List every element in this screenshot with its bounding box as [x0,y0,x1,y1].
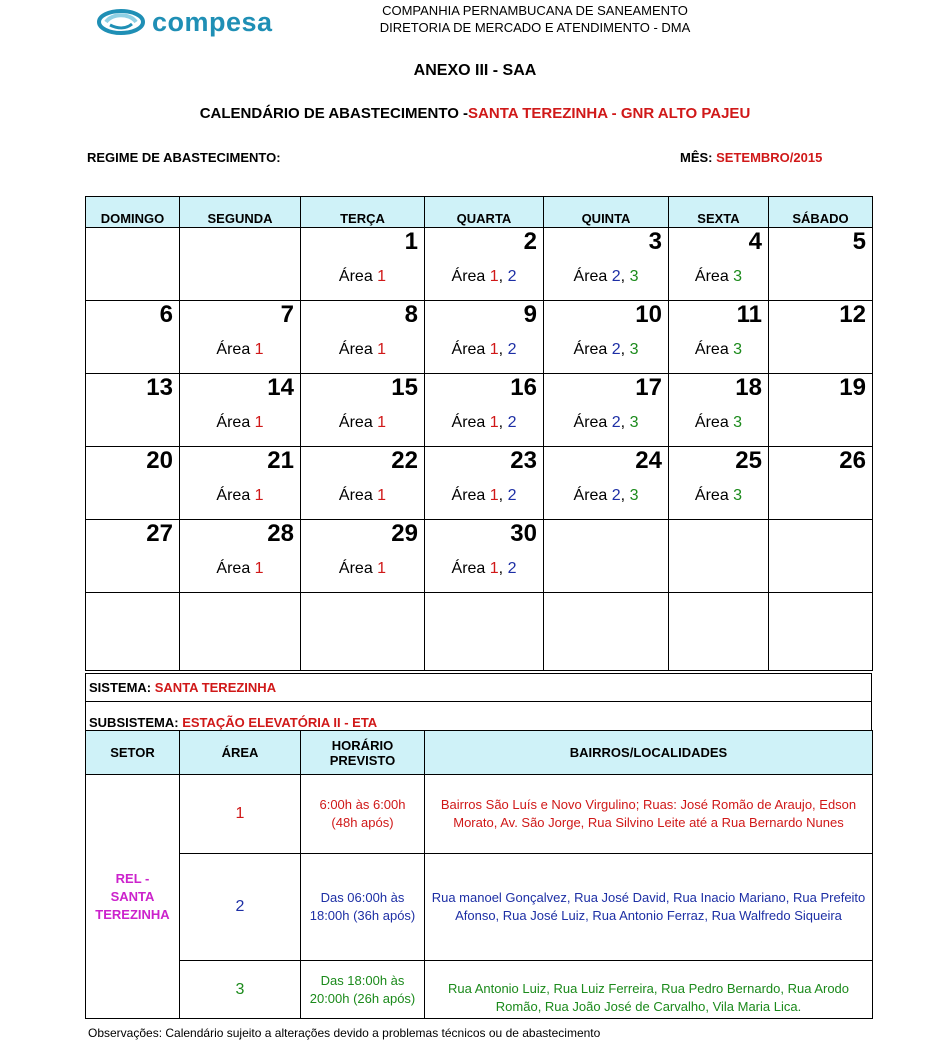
calendar-day-cell [86,520,180,593]
supply-area-label [669,487,768,505]
day-number: 11 [736,301,762,328]
supply-area-label [301,341,424,359]
calendar-day-cell [301,301,425,374]
calendar-day-cell [180,593,301,671]
day-number: 23 [510,447,537,474]
day-number: 3 [648,228,662,255]
system-info [85,673,872,731]
area-number: 1 [377,341,387,358]
area-word: Área [573,268,608,285]
calendar-week-row [86,374,873,447]
sector-neighborhoods: Bairros São Luís e Novo Virgulino; Ruas: José Romão de Araujo, Edson Morato, Av. São Jorge, Rua Silvino Leite até a Rua Bernardo Nunes [425,775,873,854]
sector-neighborhoods: Rua Antonio Luiz, Rua Luiz Ferreira, Rua Pedro Bernardo, Rua Arodo Romão, Rua João José de Carvalho, Vila Maria Lica. [425,961,873,1019]
area-number: 3 [733,268,743,285]
calendar-day-cell [301,593,425,671]
subsistema-row [86,702,872,731]
supply-area-label [425,414,543,432]
compesa-logo [96,4,273,40]
day-number: 12 [839,301,866,328]
day-number: 17 [635,374,662,401]
day-number: 28 [267,520,294,547]
setor-line-1: REL - [115,870,150,886]
setor-line-2: SANTA [110,888,155,904]
calendar-day-cell [669,593,769,671]
area-separator: , [498,560,508,577]
calendar-day-cell [769,593,873,671]
calendar-day-cell [544,301,669,374]
setor-line-3: TEREZINHA [95,906,170,922]
area-number: 1 [254,487,264,504]
area-word: Área [338,487,373,504]
calendar-day-cell [769,228,873,301]
area-word: Área [573,487,608,504]
day-number: 7 [280,301,294,328]
calendar-day-cell [301,520,425,593]
sistema-value: SANTA TEREZINHA [154,680,277,695]
calendar-day-cell [425,228,544,301]
calendar-day-cell [669,520,769,593]
day-number: 29 [391,520,418,547]
area-word: Área [451,560,486,577]
month-value: SETEMBRO/2015 [716,150,823,165]
calendar-day-cell [301,228,425,301]
horario-header-line-1: HORÁRIO [331,737,394,753]
area-word: Área [216,560,251,577]
day-number: 24 [635,447,662,474]
day-number: 13 [146,374,173,401]
area-number: 1 [489,341,499,358]
sector-schedule: Das 18:00h às 20:00h (26h após) [301,961,425,1019]
area-word: Área [694,487,729,504]
observations-note: Observações: Calendário sujeito a alterações devido a problemas técnicos ou de abastecimento [88,1026,601,1040]
area-word: Área [216,341,251,358]
supply-area-label [425,341,543,359]
day-number: 4 [748,228,762,255]
calendar-title-place: SANTA TEREZINHA - GNR ALTO PAJEU [468,105,751,122]
calendar-day-cell [86,447,180,520]
area-number: 3 [733,487,743,504]
area-number: 2 [507,560,517,577]
sector-schedule: 6:00h às 6:00h (48h após) [301,775,425,854]
sector-row [86,854,873,961]
supply-area-label [180,414,300,432]
horario-header [301,731,425,775]
day-number: 18 [735,374,762,401]
calendar-day-cell [669,374,769,447]
calendar-day-cell [425,374,544,447]
day-number: 6 [159,301,173,328]
sistema-label: SISTEMA: [89,680,152,695]
area-separator: , [620,268,630,285]
supply-area-label [425,487,543,505]
calendar-day-cell [544,228,669,301]
day-number: 20 [146,447,173,474]
area-word: Área [451,268,486,285]
area-header: ÁREA [180,731,301,775]
calendar-day-cell [86,301,180,374]
weekday-header: DOMINGO [86,197,180,228]
area-number: 2 [507,414,517,431]
weekday-header: QUARTA [425,197,544,228]
supply-area-label [180,341,300,359]
area-number: 2 [507,487,517,504]
area-separator: , [498,487,508,504]
area-number: 3 [629,341,639,358]
supply-area-label [544,341,668,359]
area-word: Área [338,414,373,431]
area-number: 2 [611,487,621,504]
calendar-week-row [86,301,873,374]
calendar-day-cell [86,593,180,671]
calendar-day-cell [544,593,669,671]
bairros-header: BAIRROS/LOCALIDADES [425,731,873,775]
calendar-day-cell [544,447,669,520]
calendar-day-cell [669,228,769,301]
area-number: 1 [377,414,387,431]
area-number: 3 [629,487,639,504]
area-number: 1 [254,341,264,358]
area-separator: , [620,487,630,504]
calendar-day-cell [769,301,873,374]
month-field [680,150,822,165]
calendar-day-cell [769,374,873,447]
day-number: 27 [146,520,173,547]
calendar-week-row [86,228,873,301]
setor-cell [86,775,180,1019]
sector-row [86,961,873,1019]
calendar-body [86,228,873,671]
day-number: 9 [523,301,537,328]
calendar-week-row [86,447,873,520]
area-word: Área [338,560,373,577]
area-separator: , [620,341,630,358]
day-number: 15 [391,374,418,401]
sector-neighborhoods: Rua manoel Gonçalvez, Rua José David, Rua Inacio Mariano, Rua Prefeito Afonso, Rua José Luiz, Rua Antonio Ferraz, Rua Walfredo Siqueira [425,854,873,961]
area-separator: , [620,414,630,431]
calendar-day-cell [180,447,301,520]
supply-calendar [85,196,873,671]
calendar-day-cell [425,520,544,593]
area-word: Área [694,414,729,431]
day-number: 5 [852,228,866,255]
sector-area-number: 2 [180,854,301,961]
sistema-row [86,674,872,702]
weekday-header: SEGUNDA [180,197,301,228]
setor-header: SETOR [86,731,180,775]
subsistema-label: SUBSISTEMA: [89,715,179,730]
calendar-week-row [86,593,873,671]
sectors-table [85,730,873,1019]
day-number: 14 [267,374,294,401]
area-word: Área [451,414,486,431]
area-number: 1 [377,268,387,285]
calendar-day-cell [180,374,301,447]
calendar-title-prefix: CALENDÁRIO DE ABASTECIMENTO - [199,105,469,122]
calendar-day-cell [769,520,873,593]
area-word: Área [216,414,251,431]
area-number: 2 [507,341,517,358]
calendar-day-cell [180,228,301,301]
compesa-swirl-icon [96,7,146,37]
logo-text: compesa [152,6,273,37]
area-word: Área [216,487,251,504]
calendar-day-cell [544,520,669,593]
area-word: Área [338,268,373,285]
calendar-day-cell [86,228,180,301]
day-number: 16 [510,374,537,401]
area-number: 1 [489,414,499,431]
area-number: 1 [489,268,499,285]
day-number: 25 [735,447,762,474]
company-name [330,2,740,36]
area-number: 1 [254,560,264,577]
company-line-2: DIRETORIA DE MERCADO E ATENDIMENTO - DMA [379,20,691,35]
subsistema-value: ESTAÇÃO ELEVATÓRIA II - ETA [182,715,378,730]
supply-area-label [180,560,300,578]
calendar-day-cell [769,447,873,520]
sector-area-number: 3 [180,961,301,1019]
area-word: Área [451,487,486,504]
calendar-day-cell [544,374,669,447]
weekday-header: TERÇA [301,197,425,228]
area-number: 2 [611,341,621,358]
supply-area-label [669,341,768,359]
calendar-title [0,105,950,122]
area-number: 2 [611,268,621,285]
supply-area-label [425,268,543,286]
day-number: 19 [839,374,866,401]
weekday-header: QUINTA [544,197,669,228]
supply-area-label [301,268,424,286]
regime-label: REGIME DE ABASTECIMENTO: [87,150,281,165]
area-number: 3 [733,341,743,358]
area-word: Área [694,268,729,285]
area-number: 3 [629,268,639,285]
area-number: 1 [489,487,499,504]
day-number: 30 [510,520,537,547]
calendar-day-cell [180,520,301,593]
supply-area-label [301,560,424,578]
area-word: Área [694,341,729,358]
month-label: MÊS: [680,150,713,165]
supply-area-label [544,487,668,505]
area-separator: , [498,268,508,285]
area-number: 1 [377,560,387,577]
calendar-week-row [86,520,873,593]
area-number: 3 [733,414,743,431]
supply-area-label [180,487,300,505]
supply-area-label [669,268,768,286]
area-number: 2 [507,268,517,285]
supply-area-label [544,414,668,432]
day-number: 2 [523,228,537,255]
sector-area-number: 1 [180,775,301,854]
weekday-header-row [86,197,873,228]
area-word: Área [451,341,486,358]
day-number: 21 [267,447,294,474]
supply-area-label [301,487,424,505]
area-number: 2 [611,414,621,431]
weekday-header: SÁBADO [769,197,873,228]
area-number: 1 [377,487,387,504]
supply-area-label [425,560,543,578]
calendar-day-cell [425,301,544,374]
day-number: 1 [404,228,418,255]
calendar-day-cell [425,447,544,520]
area-word: Área [573,414,608,431]
calendar-day-cell [301,447,425,520]
day-number: 26 [839,447,866,474]
area-word: Área [338,341,373,358]
area-number: 1 [254,414,264,431]
area-separator: , [498,341,508,358]
area-separator: , [498,414,508,431]
sector-row [86,775,873,854]
annex-title: ANEXO III - SAA [413,62,537,79]
sector-schedule: Das 06:00h às 18:00h (36h após) [301,854,425,961]
supply-area-label [544,268,668,286]
calendar-day-cell [301,374,425,447]
day-number: 10 [635,301,662,328]
calendar-day-cell [669,447,769,520]
area-word: Área [573,341,608,358]
company-line-1: COMPANHIA PERNAMBUCANA DE SANEAMENTO [382,3,688,18]
day-number: 22 [391,447,418,474]
area-number: 1 [489,560,499,577]
weekday-header: SEXTA [669,197,769,228]
supply-area-label [301,414,424,432]
calendar-day-cell [86,374,180,447]
horario-header-line-2: PREVISTO [329,752,396,768]
calendar-day-cell [425,593,544,671]
calendar-day-cell [180,301,301,374]
day-number: 8 [404,301,418,328]
supply-area-label [669,414,768,432]
area-number: 3 [629,414,639,431]
calendar-day-cell [669,301,769,374]
